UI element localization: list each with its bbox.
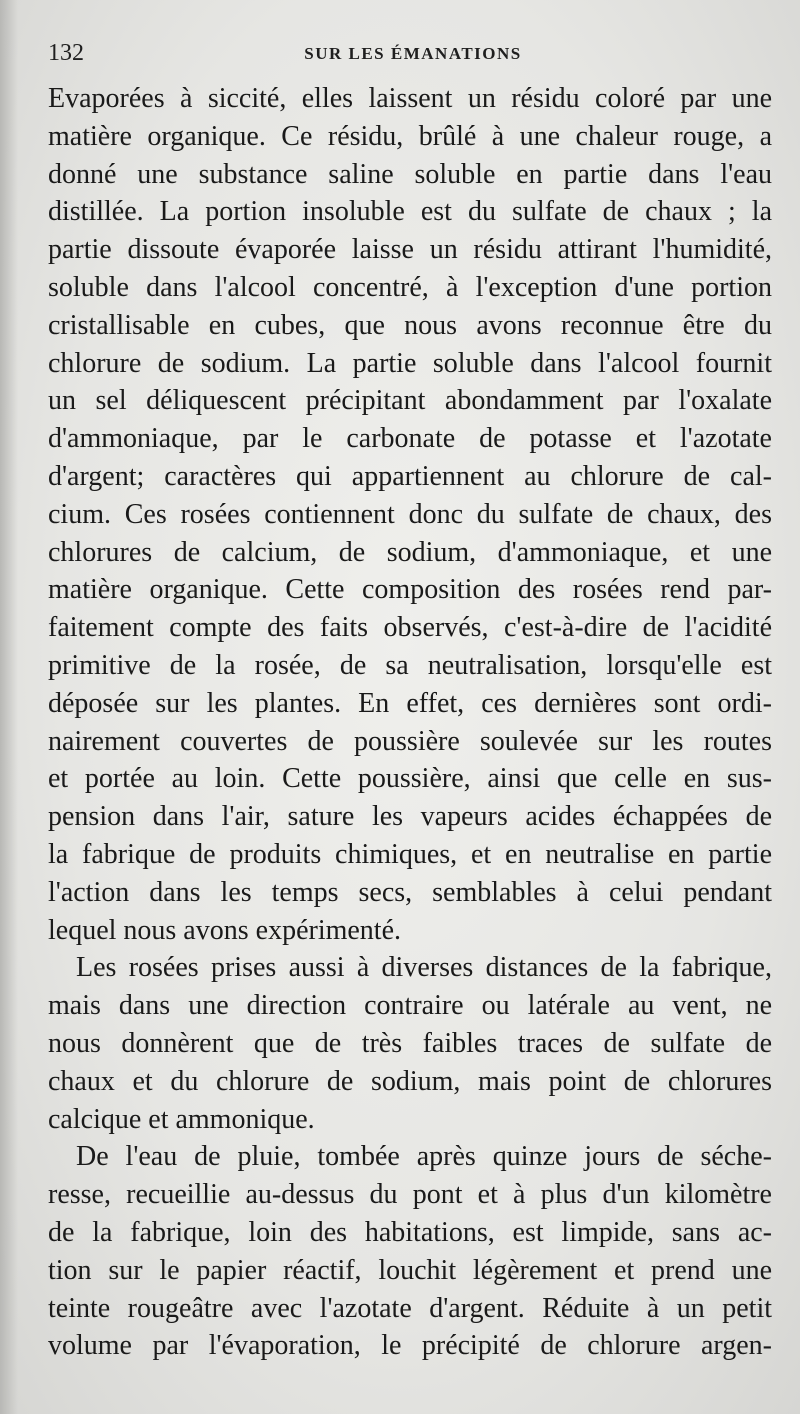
paragraph-end-line: lequel nous avons expérimenté. — [48, 914, 402, 946]
text-line: la fabrique de produits chimiques, et en neutralise en partie — [48, 838, 772, 870]
text-line: d'ammoniaque, par le carbonate de potasse et l'azotate — [48, 423, 772, 455]
text-line: matière organique. Cette composition des rosées rend par- — [48, 574, 772, 606]
text-line: d'argent; caractères qui appartiennent au chlorure de cal- — [48, 460, 772, 492]
text-line: tion sur le papier réactif, louchit légèrement et prend une — [48, 1254, 772, 1286]
text-line: et portée au loin. Cette poussière, ainsi que celle en sus- — [48, 763, 772, 795]
body-text — [48, 80, 772, 1365]
text-line: nous donnèrent que de très faibles traces de sulfate de — [48, 1027, 772, 1059]
text-line: soluble dans l'alcool concentré, à l'exception d'une portion — [48, 271, 772, 303]
text-line: matière organique. Ce résidu, brûlé à une chaleur rouge, a — [48, 120, 772, 152]
page-number: 132 — [48, 40, 84, 66]
text-line: l'action dans les temps secs, semblables à celui pendant — [48, 876, 772, 908]
text-line: resse, recueillie au-dessus du pont et à plus d'un kilomètre — [48, 1179, 772, 1211]
text-line: volume par l'évaporation, le précipité de chlorure argen- — [48, 1330, 772, 1362]
text-line: nairement couvertes de poussière soulevée sur les routes — [48, 725, 772, 757]
text-line: chlorures de calcium, de sodium, d'ammoniaque, et une — [48, 536, 772, 568]
text-line: faitement compte des faits observés, c'est-à-dire de l'acidité — [48, 612, 772, 644]
text-line: de la fabrique, loin des habitations, est limpide, sans ac- — [48, 1216, 772, 1248]
text-line: cristallisable en cubes, que nous avons reconnue être du — [48, 309, 772, 341]
text-line: distillée. La portion insoluble est du sulfate de chaux ; la — [48, 196, 772, 228]
paragraph-start-line: De l'eau de pluie, tombée après quinze jours de séche- — [76, 1141, 772, 1173]
text-line: partie dissoute évaporée laisse un résidu attirant l'humidité, — [48, 234, 772, 266]
paragraph-end-line: calcique et ammonique. — [48, 1103, 315, 1135]
text-line: donné une substance saline soluble en partie dans l'eau — [48, 158, 772, 190]
text-line: Evaporées à siccité, elles laissent un résidu coloré par une — [48, 83, 772, 114]
text-line: chaux et du chlorure de sodium, mais point de chlorures — [48, 1065, 772, 1097]
text-line: teinte rougeâtre avec l'azotate d'argent. Réduite à un petit — [48, 1292, 772, 1324]
page-header — [48, 40, 778, 70]
text-line: mais dans une direction contraire ou latérale au vent, ne — [48, 990, 772, 1022]
text-line: cium. Ces rosées contiennent donc du sulfate de chaux, des — [48, 498, 772, 530]
spine-shadow — [0, 0, 18, 1414]
text-line: pension dans l'air, sature les vapeurs acides échappées de — [48, 801, 772, 833]
paragraph-start-line: Les rosées prises aussi à diverses distances de la fabrique, — [76, 952, 772, 984]
text-line: un sel déliquescent précipitant abondamment par l'oxalate — [48, 385, 772, 417]
running-head: SUR LES ÉMANATIONS — [304, 44, 522, 63]
text-line: primitive de la rosée, de sa neutralisation, lorsqu'elle est — [48, 649, 772, 681]
text-line: déposée sur les plantes. En effet, ces dernières sont ordi- — [48, 687, 772, 719]
text-line: chlorure de sodium. La partie soluble dans l'alcool fournit — [48, 347, 772, 379]
